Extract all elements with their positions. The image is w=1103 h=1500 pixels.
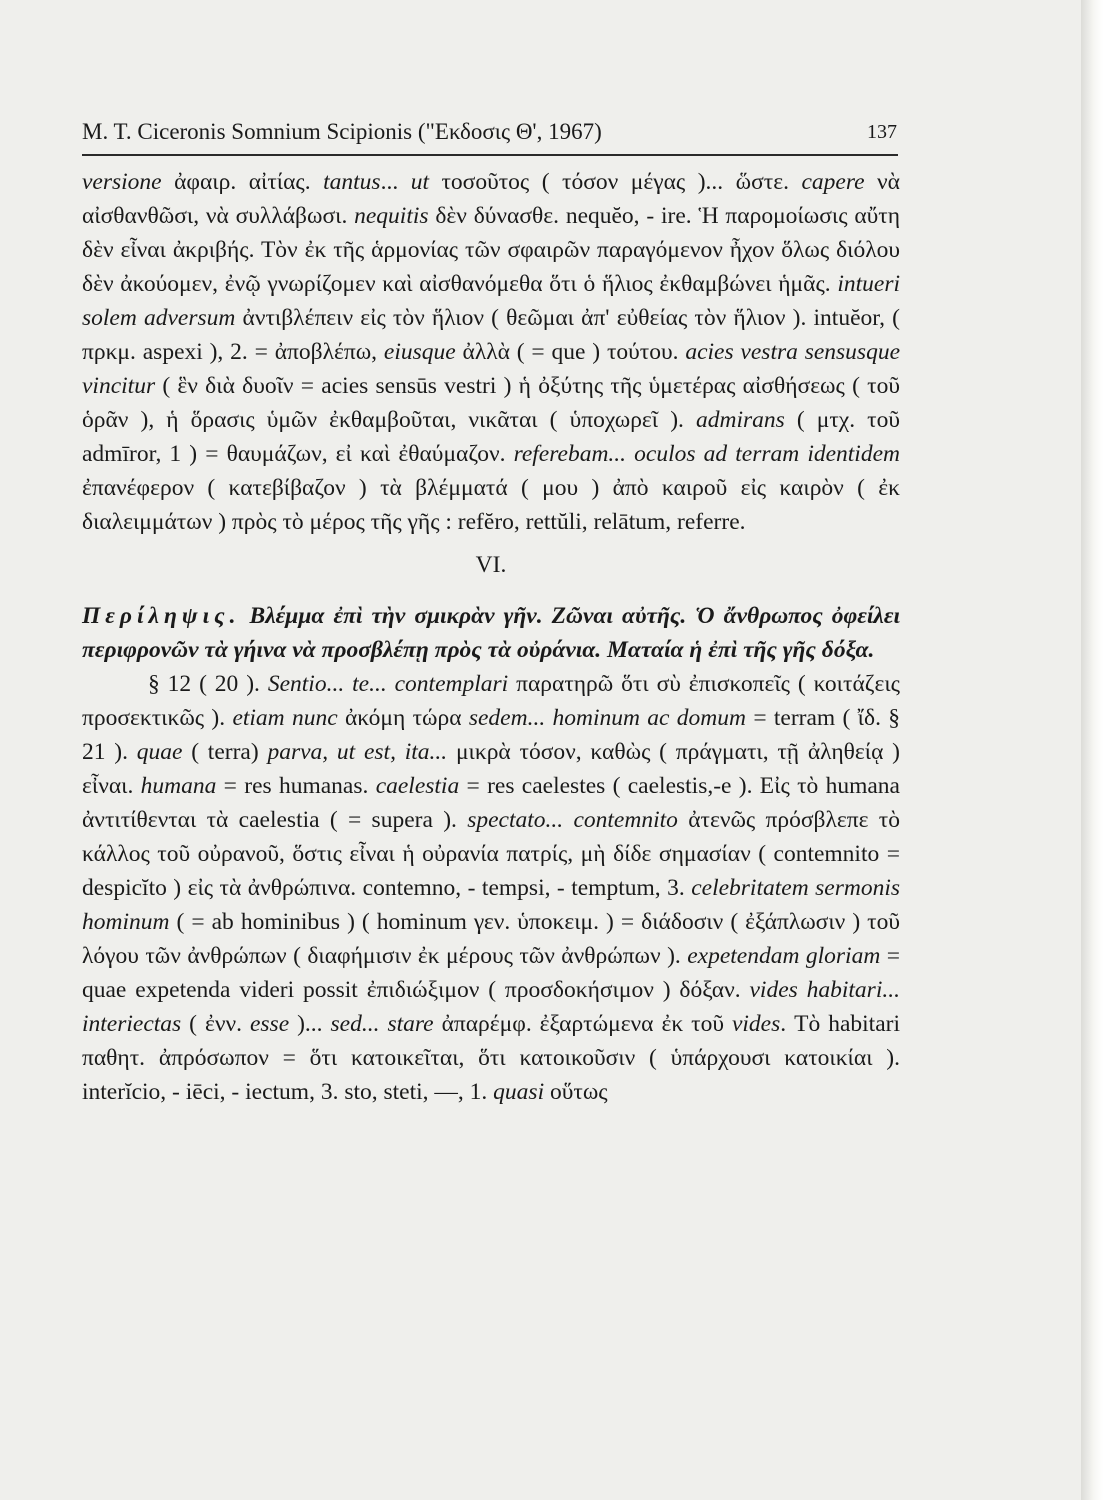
latin-lemma: ut <box>410 169 429 195</box>
latin-lemma: Sentio... te... contemplari <box>267 671 509 697</box>
latin-lemma: sed... stare <box>330 1011 434 1037</box>
text-run: ( ἐνν. <box>181 1011 250 1037</box>
text-run: § 12 ( 20 ). <box>148 671 268 697</box>
latin-lemma: intueri solem adversum <box>82 271 900 331</box>
text-run: = res humanas. <box>216 773 376 799</box>
latin-lemma: capere <box>801 169 865 195</box>
text-run: ( = ab hominibus ) ( hominum γεν. ὑποκειμ. ) = διάδοσιν ( ἐξάπλωσιν ) τοῦ λόγου τῶν ἀνθρώπων ( διαφήμισιν ἐκ μέρους τῶν ἀνθρώπων ). <box>82 909 900 969</box>
latin-lemma: humana <box>140 773 217 799</box>
commentary-paragraph-2 <box>82 667 900 1109</box>
text-run: = terram ( ἴδ. § 21 ). <box>82 705 901 765</box>
latin-lemma: expetendam gloriam <box>687 943 881 969</box>
header-rule <box>82 154 898 156</box>
latin-lemma: acies vestra sensusque vincitur <box>82 339 900 399</box>
latin-lemma: eiusque <box>383 339 456 365</box>
text-run: ( μτχ. τοῦ admīror, 1 ) = θαυμάζων, εἰ καὶ ἐθαύμαζον. <box>82 407 900 467</box>
latin-lemma: tantus <box>323 169 381 195</box>
text-run: τοσοῦτος ( τόσον μέγας )... ὥστε. <box>428 169 802 195</box>
page-number: 137 <box>867 121 897 143</box>
latin-lemma: quasi <box>493 1079 545 1105</box>
latin-lemma: vides <box>731 1011 781 1037</box>
latin-lemma: vides habitari... interiectas <box>82 977 900 1037</box>
running-header <box>82 118 897 146</box>
text-run: ( ἓν διὰ δυοῖν = acies sensūs vestri ) ἡ ὀξύτης τῆς ὑμετέρας αἰσθήσεως ( τοῦ ὁρᾶν ), ἡ ὅρασις ὑμῶν ἐκθαμβοῦται, νικᾶται ( ὑποχωρεῖ ). <box>82 373 900 433</box>
text-run: ( terra) <box>182 739 268 765</box>
latin-lemma: nequitis <box>354 203 429 229</box>
latin-lemma: caelestia <box>375 773 460 799</box>
text-run: . Τὸ habitari παθητ. ἀπρόσωπον = ὅτι κατοικεῖται, ὅτι κατοικοῦσιν ( ὑπάρχουσι κατοικίαι ). interĭcio, - iēci, - iectum, 3. sto, steti, —, 1. <box>82 1011 900 1105</box>
latin-lemma: versione <box>82 169 162 195</box>
text-run: = quae expetenda videri possit ἐπιδιώξιμον ( προσδοκήσιμον ) δόξαν. <box>82 943 900 1003</box>
latin-lemma: admirans <box>695 407 785 433</box>
text-run: ἀφαιρ. αἰτίας. <box>161 169 324 195</box>
text-run: παρατηρῶ ὅτι σὺ ἐπισκοπεῖς ( κοιτάζεις προσεκτικῶς ). <box>82 671 900 731</box>
page-edge-shadow <box>1081 0 1103 1500</box>
text-run: ἀκόμη τώρα <box>337 705 469 731</box>
text-run: = res caelestes ( caelestis,-e ). Εἰς τὸ humana ἀντιτίθενται τὰ caelestia ( = supera ). <box>82 773 900 833</box>
text-run: ἀντιβλέπειν εἰς τὸν ἥλιον ( θεῶμαι ἀπ' εὐθείας τὸν ἥλιον ). intuĕor, ( πρκμ. aspexi ), 2. = ἀποβλέπω, <box>82 305 900 365</box>
text-run: ... <box>380 169 411 195</box>
section-summary <box>82 599 900 667</box>
text-run: νὰ αἰσθανθῶσι, νὰ συλλάβωσι. <box>82 169 900 229</box>
text-run: ἀλλὰ ( = que ) τούτου. <box>455 339 686 365</box>
latin-lemma: etiam nunc <box>232 705 338 731</box>
text-run: μικρὰ τόσον, καθὼς ( πράγματι, τῇ ἀληθείᾳ ) εἶναι. <box>82 739 901 799</box>
section-number: VI. <box>475 552 507 578</box>
latin-lemma: sedem... hominum ac domum <box>468 705 746 731</box>
text-run: ἐπανέφερον ( κατεβίβαζον ) τὰ βλέμματά ( μου ) ἀπὸ καιροῦ εἰς καιρὸν ( ἐκ διαλειμμάτων ) πρὸς τὸ μέρος τῆς γῆς : refĕro, rettŭli, relātum, referre. <box>82 475 900 535</box>
latin-lemma: esse <box>249 1011 290 1037</box>
latin-lemma: referebam... oculos ad terram identidem <box>513 441 900 467</box>
summary-label: Περίληψις. <box>82 603 241 629</box>
text-run: )... <box>289 1011 331 1037</box>
commentary-body <box>82 165 900 1109</box>
latin-lemma: spectato... contemnito <box>467 807 678 833</box>
text-run: ἀπαρέμφ. ἐξαρτώμενα ἐκ τοῦ <box>433 1011 732 1037</box>
commentary-paragraph-1 <box>82 165 900 539</box>
text-run: δὲν δύνασθε. nequĕo, - ire. Ἡ παρομοίωσις αὔτη δὲν εἶναι ἀκριβής. Τὸν ἐκ τῆς ἁρμονίας τῶν σφαιρῶν παραγόμενον ἦχον ὅλως διόλου δὲν ἀκούομεν, ἐνῷ γνωρίζομεν καὶ αἰσθανόμεθα ὅτι ὁ ἥλιος ἐκθαμβώνει ἡμᾶς. <box>82 203 901 297</box>
summary-text: Βλέμμα ἐπὶ τὴν σμικρὰν γῆν. Ζῶναι αὐτῆς. Ὁ ἄνθρωπος ὀφείλει περιφρονῶν τὰ γήινα νὰ προσβλέπῃ πρὸς τὰ οὐράνια. Ματαία ἡ ἐπὶ τῆς γῆς δόξα. <box>82 603 900 663</box>
header-title: M. T. Ciceronis Somnium Scipionis ("Εκδοσις Θ', 1967) <box>82 119 602 144</box>
latin-lemma: quae <box>136 739 183 765</box>
text-run: οὕτως <box>544 1079 608 1105</box>
text-run: ἀτενῶς πρόσβλεπε τὸ κάλλος τοῦ οὐρανοῦ, ὅστις εἶναι ἡ οὐρανία πατρίς, μὴ δίδε σημασίαν ( contemnito = despicĭto ) εἰς τὰ ἀνθρώπινα. contemno, - tempsi, - temptum, 3. <box>82 807 900 901</box>
latin-lemma: celebritatem sermonis hominum <box>82 875 901 935</box>
latin-lemma: parva, ut est, ita... <box>267 739 448 765</box>
